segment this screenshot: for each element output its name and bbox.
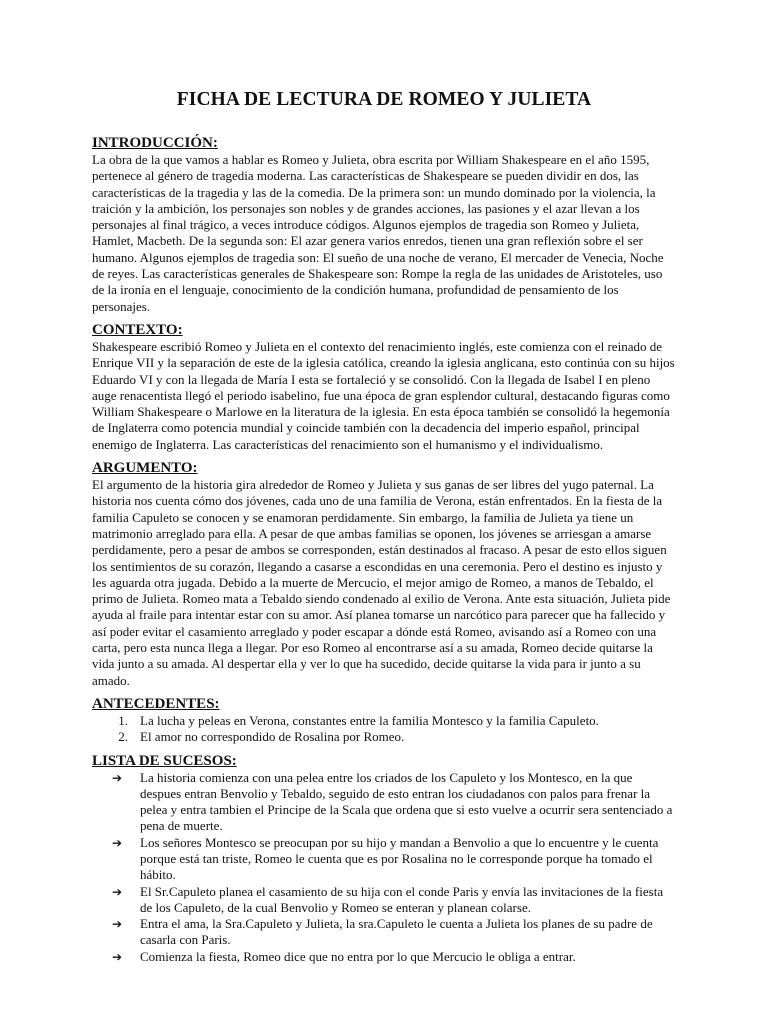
sucesos-list-item (92, 949, 676, 965)
section-body-introduccion: La obra de la que vamos a hablar es Romeo y Julieta, obra escrita por William Shakespeare en el año 1595, pertenece al género de tragedia moderna. Las características de Shakespeare se pueden dividir en dos, las características de la tragedia y las de la comedia. De la primera son: un mundo dominado por la violencia, la traición y la ambición, los personajes son nobles y de grandes acciones, las pasiones y el azar llevan a los personajes al final trágico, a veces introduce códigos. Algunos ejemplos de tragedia son Romeo y Julieta, Hamlet, Macbeth. De la segunda son: El azar genera varios enredos, tienen una gran reflexión sobre el ser humano. Algunos ejemplos de tragedia son: El sueño de una noche de verano, El mercader de Venecia, Noche de reyes. Las características generales de Shakespeare son: Rompe la regla de las unidades de Aristoteles, uso de la ironía en el lenguaje, conocimiento de la condición humana, profundidad de pensamiento de los personajes. (92, 152, 664, 314)
list-item-text: Comienza la fiesta, Romeo dice que no entra por lo que Mercucio le obliga a entrar. (140, 948, 576, 964)
sucesos-list (92, 770, 676, 966)
section-heading-argumento: ARGUMENTO: (92, 460, 198, 477)
sucesos-list-item (92, 884, 676, 917)
list-item-text: Entra el ama, la Sra.Capuleto y Julieta, la sra.Capuleto le cuenta a Julieta los planes de su padre de casarla con Paris. (140, 916, 653, 948)
list-item-text: La lucha y peleas en Verona, constantes entre la familia Montesco y la familia Capuleto. (140, 712, 599, 728)
section-introduccion (92, 134, 676, 315)
section-contexto (92, 321, 676, 453)
antecedentes-list-item (92, 713, 676, 729)
arrow-bullet-icon: ➔ (112, 917, 123, 932)
section-heading-antecedentes: ANTECEDENTES: (92, 695, 220, 712)
list-item-text: El amor no correspondido de Rosalina por Romeo. (140, 729, 405, 745)
section-heading-introduccion: INTRODUCCIÓN: (92, 135, 218, 151)
section-antecedentes (92, 695, 676, 746)
section-body-argumento: El argumento de la historia gira alrededor de Romeo y Julieta y sus ganas de ser libres del yugo paternal. La historia nos cuenta cómo dos jóvenes, cada uno de una familia de Verona, están enfrentados. En la fiesta de la familia Capuleto se conocen y se enamoran perdidamente. Sin embargo, la familia de Julieta ya tiene un matrimonio arreglado para ella. A pesar de que ambas familias se oponen, los jóvenes se arriesgan a amarse perdidamente, pero a pesar de ambos se corresponden, están destinados al fracaso. A pesar de esto ellos siguen los sentimientos de su corazón, llegando a casarse a escondidas en una ceremonia. Pero el destino es injusto y les aguarda otra jugada. Debido a la muerte de Mercucio, el mejor amigo de Romeo, a manos de Tebaldo, el primo de Julieta. Romeo mata a Tebaldo siendo condenado al exilio de Verona. Ante esta situación, Julieta pide ayuda al fraile para intentar estar con su amor. Así planea tomarse un narcótico para parecer que ha fallecido y así poder evitar el casamiento arreglado y poder escapar a dónde está Romeo, avisando así a Romeo con una carta, pero esta nunca llega a llegar. Por eso Romeo al encontrarse así a su amada, Romeo decide quitarse la vida junto a su amada. Al despertar ella y ver lo que ha sucedido, decide quitarse la vida para ir junto a su amado. (92, 477, 671, 688)
sucesos-list-item (92, 835, 676, 884)
antecedentes-list-item (92, 729, 676, 745)
section-argumento (92, 459, 676, 689)
arrow-bullet-icon: ➔ (112, 884, 123, 899)
section-heading-sucesos: LISTA DE SUCESOS: (92, 752, 237, 769)
section-heading-contexto: CONTEXTO: (92, 321, 183, 338)
list-item-text: La historia comienza con una pelea entre los criados de los Capuleto y los Montesco, en la que despues entran Benvolio y Tebaldo, seguido de esto entran los ciudadanos con palos para frenar la pelea y entra tambien el Principe de la Scala que ordena que si esto vuelve a ocurrir sera sentenciado a pena de muerte. (140, 769, 673, 834)
arrow-bullet-icon: ➔ (112, 770, 123, 785)
section-body-contexto: Shakespeare escribió Romeo y Julieta en el contexto del renacimiento inglés, este comienza con el reinado de Enrique VII y la separación de este de la iglesia católica, creando la iglesia anglicana, esto continúa con su hijos Eduardo VI y con la llegada de María I esta se fortaleció y se consolidó. Con la llegada de Isabel I en pleno auge renacentista llegó el periodo isabelino, fue una época de gran esplendor cultural, destacando figuras como William Shakespeare o Marlowe en la literatura de la iglesia. En esta época también se consolidó la hegemonía de Inglaterra como potencia mundial y coincide también con la decadencia del imperio español, principal enemigo de Inglaterra. Las características del renacimiento son el humanismo y el individualismo. (92, 338, 675, 452)
antecedentes-list (92, 713, 676, 746)
arrow-bullet-icon: ➔ (112, 949, 123, 964)
list-number: 2. (118, 729, 128, 745)
section-sucesos (92, 752, 676, 966)
document-title: FICHA DE LECTURA DE ROMEO Y JULIETA (176, 89, 592, 110)
sucesos-list-item (92, 916, 676, 949)
list-number: 1. (118, 712, 128, 728)
sucesos-list-item (92, 770, 676, 835)
arrow-bullet-icon: ➔ (112, 835, 123, 850)
list-item-text: Los señores Montesco se preocupan por su hijo y mandan a Benvolio a que lo encuentre y le cuenta porque está tan triste, Romeo le cuenta que es por Rosalina no le corresponde porque ha tomado el hábito. (140, 834, 659, 883)
list-item-text: El Sr.Capuleto planea el casamiento de su hija con el conde Paris y envía las invitaciones de la fiesta de los Capuleto, de la cual Benvolio y Romeo se enteran y planean colarse. (140, 883, 664, 915)
